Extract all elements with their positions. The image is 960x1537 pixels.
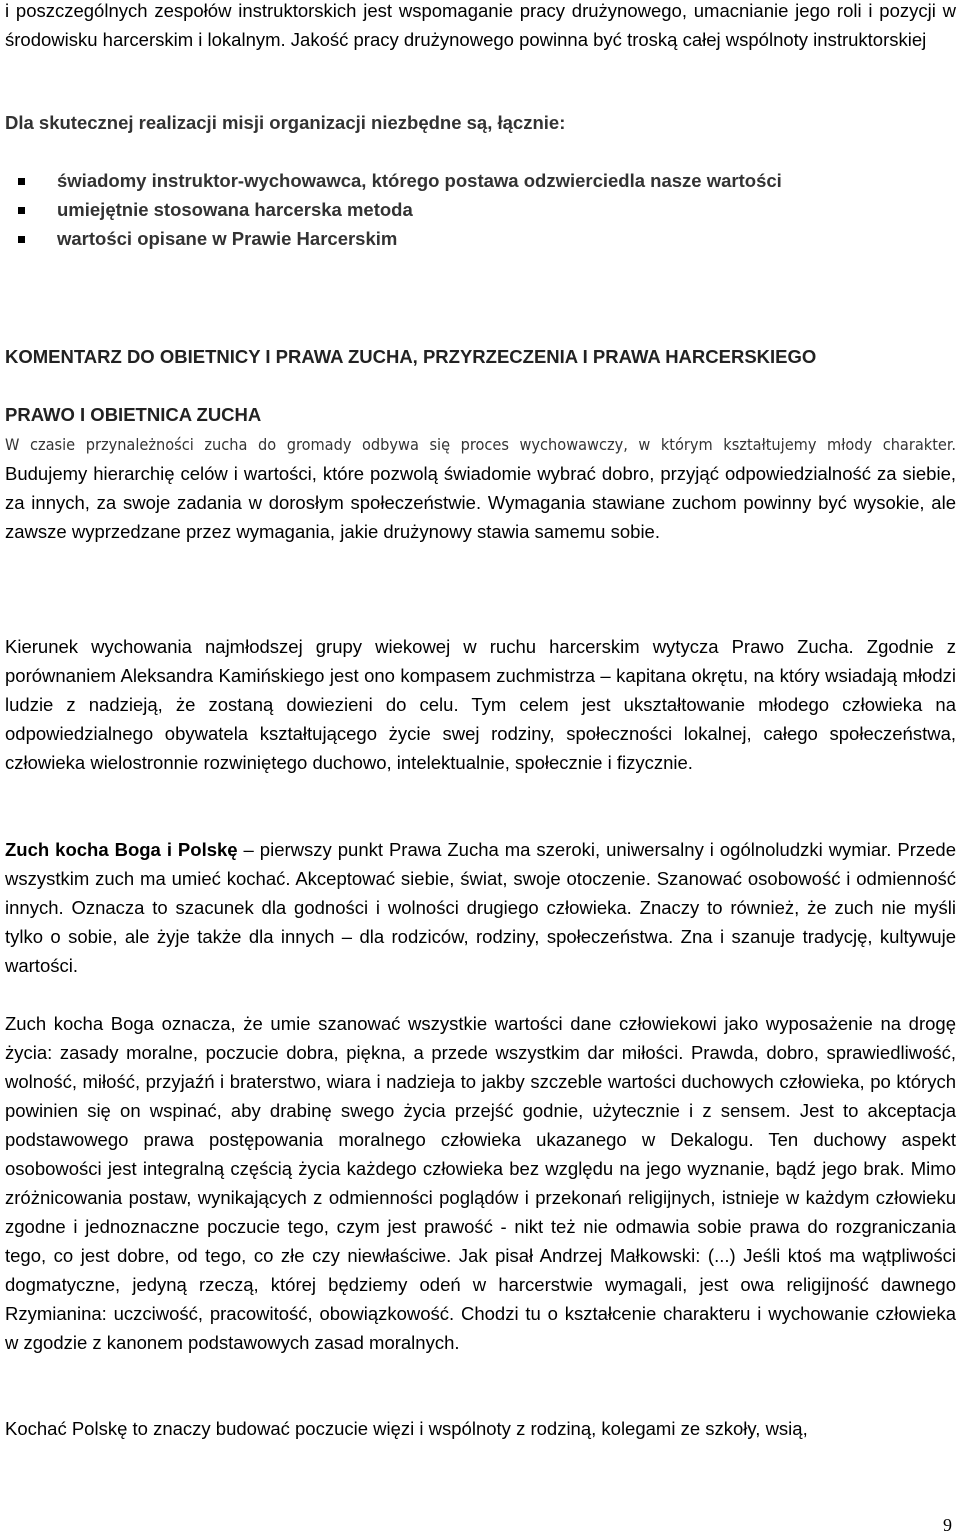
paragraph-3 <box>5 835 956 980</box>
list-item-text: umiejętnie stosowana harcerska metoda <box>57 199 413 220</box>
sub-title: PRAWO I OBIETNICA ZUCHA <box>5 404 262 425</box>
list-item <box>18 166 782 195</box>
list-item-text: świadomy instruktor-wychowawca, którego postawa odzwierciedla nasze wartości <box>57 170 782 191</box>
paragraph-3-rest: – pierwszy punkt Prawa Zucha ma szeroki, uniwersalny i ogólnoludzki wymiar. Przede wszystkim zuch ma umieć kochać. Akceptować siebie, świat, swoje otoczenie. Szanować osobowość i odmienność innych. Oznacza to szacunek dla godności i wolności drugiego człowieka. Znaczy to również, że zuch nie myśli tylko o sobie, ale żyje także dla innych – dla rodziców, rodziny, społeczeństwa. Zna i szanuje tradycję, kultywuje wartości. <box>5 839 956 976</box>
intro-paragraph: i poszczególnych zespołów instruktorskich jest wspomaganie pracy drużynowego, umacnianie jego roli i pozycji w środowisku harcerskim i lokalnym. Jakość pracy drużynowego powinna być troską całej wspólnoty instruktorskiej <box>5 0 956 50</box>
page-number: 9 <box>943 1515 952 1535</box>
paragraph-1-rest: Budujemy hierarchię celów i wartości, które pozwolą świadomie wybrać dobro, przyjąć odpowiedzialność za siebie, za innych, za swoje zadania w dorosłym społeczeństwie. Wymagania stawiane zuchom powinny być wysokie, ale zawsze wyprzedzane przez wymagania, jakie drużynowy stawia samemu sobie. <box>5 463 956 542</box>
list-item-text: wartości opisane w Prawie Harcerskim <box>57 228 398 249</box>
paragraph-3-lead: Zuch kocha Boga i Polskę <box>5 839 238 860</box>
paragraph-4: Zuch kocha Boga oznacza, że umie szanować wszystkie wartości dane człowiekowi jako wyposażenie na drogę życia: zasady moralne, poczucie dobra, piękna, a przede wszystkim dar miłości. Prawda, dobro, sprawiedliwość, wolność, miłość, przyjaźń i braterstwo, wiara i nadzieja to jakby szczeble wartości duchowych człowieka, po których powinien się on wspinać, aby drabinę swego życia przejść godnie, użytecznie i z sensem. Jest to akceptacja podstawowego prawa postępowania moralnego człowieka ukazanego w Dekalogu. Ten duchowy aspekt osobowości jest integralną częścią życia każdego człowieka bez względu na jego wyznanie, bądź jego brak. Mimo zróżnicowania postaw, wynikających z odmienności poglądów i przekonań religijnych, istnieje w każdym człowieku zgodne i jednoznaczne poczucie tego, czym jest prawość - nikt też nie odmawia sobie prawa do rozgraniczania tego, co jest dobre, od tego, co złe czy niewłaściwe. Jak pisał Andrzej Małkowski: (...) Jeśli ktoś ma wątpliwości dogmatyczne, jedyną rzeczą, której będziemy odeń w harcerstwie wymagali, jest owa religijność dawnego Rzymianina: uczciwość, pracowitość, obowiązkowość. Chodzi tu o kształcenie charakteru i wychowanie człowieka w zgodzie z kanonem podstawowych zasad moralnych. <box>5 1013 956 1353</box>
mission-heading: Dla skutecznej realizacji misji organizacji niezbędne są, łącznie: <box>5 112 566 133</box>
paragraph-2: Kierunek wychowania najmłodszej grupy wiekowej w ruchu harcerskim wytycza Prawo Zucha. Zgodnie z porównaniem Aleksandra Kamińskiego jest ono kompasem zuchmistrza – kapitana okrętu, na który wsiadają młodzi ludzie z nadzieją, że zostaną dowiezieni do celu. Tym celem jest ukształtowanie młodego człowieka na odpowiedzialnego obywatela kształtującego życie swej rodziny, społeczności lokalnej, całego społeczeństwa, człowieka wielostronnie rozwiniętego duchowo, intelektualnie, społecznie i fizycznie. <box>5 636 956 773</box>
paragraph-5: Kochać Polskę to znaczy budować poczucie więzi i wspólnoty z rodziną, kolegami ze szkoły, wsią, <box>5 1418 808 1439</box>
list-item <box>18 195 782 224</box>
square-bullet-icon <box>18 236 25 243</box>
square-bullet-icon <box>18 178 25 185</box>
square-bullet-icon <box>18 207 25 214</box>
section-title: KOMENTARZ DO OBIETNICY I PRAWA ZUCHA, PRZYRZECZENIA I PRAWA HARCERSKIEGO <box>5 346 817 367</box>
list-item <box>18 224 782 253</box>
paragraph-1-lead: W czasie przynależności zucha do gromady odbywa się proces wychowawczy, w którym kształtujemy młody charakter. <box>5 435 956 454</box>
mission-list <box>18 166 782 253</box>
paragraph-1 <box>5 429 956 546</box>
